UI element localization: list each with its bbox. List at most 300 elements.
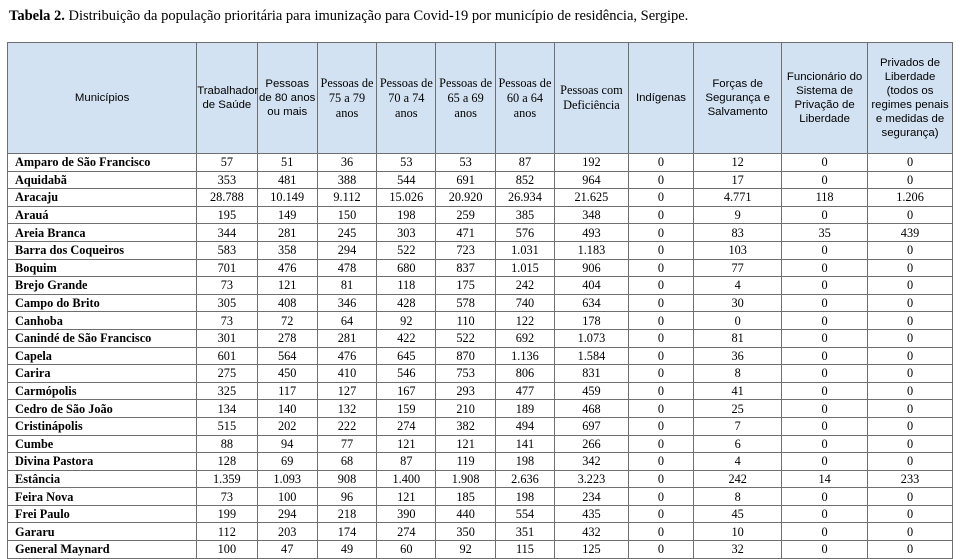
cell-70-74: 274 (377, 417, 436, 435)
cell-privados-liberdade: 0 (868, 435, 953, 453)
cell-privados-liberdade: 0 (868, 417, 953, 435)
cell-trabalhador-saude: 353 (197, 171, 257, 189)
cell-deficiencia: 831 (555, 365, 629, 383)
cell-trabalhador-saude: 73 (197, 312, 257, 330)
cell-80-mais: 10.149 (257, 189, 317, 207)
cell-80-mais: 72 (257, 312, 317, 330)
cell-privados-liberdade: 0 (868, 541, 953, 559)
table-row (8, 505, 953, 523)
table-row (8, 435, 953, 453)
cell-60-64: 189 (495, 400, 554, 418)
table-row (8, 453, 953, 471)
cell-privados-liberdade: 0 (868, 488, 953, 506)
cell-municipio: Campo do Brito (8, 294, 197, 312)
cell-60-64: 1.015 (495, 259, 554, 277)
cell-municipio: General Maynard (8, 541, 197, 559)
cell-privados-liberdade: 0 (868, 453, 953, 471)
cell-75-79: 68 (317, 453, 376, 471)
cell-privados-liberdade: 0 (868, 400, 953, 418)
cell-60-64: 242 (495, 277, 554, 295)
cell-75-79: 476 (317, 347, 376, 365)
cell-funcionario-privacao: 0 (782, 523, 868, 541)
table-row (8, 523, 953, 541)
table-row (8, 488, 953, 506)
cell-70-74: 390 (377, 505, 436, 523)
cell-indigenas: 0 (628, 382, 693, 400)
cell-funcionario-privacao: 0 (782, 417, 868, 435)
cell-funcionario-privacao: 0 (782, 400, 868, 418)
cell-70-74: 645 (377, 347, 436, 365)
cell-60-64: 576 (495, 224, 554, 242)
cell-trabalhador-saude: 100 (197, 541, 257, 559)
cell-forcas-seguranca: 10 (694, 523, 782, 541)
cell-municipio: Amparo de São Francisco (8, 154, 197, 172)
cell-funcionario-privacao: 0 (782, 241, 868, 259)
cell-80-mais: 476 (257, 259, 317, 277)
cell-indigenas: 0 (628, 435, 693, 453)
cell-75-79: 388 (317, 171, 376, 189)
header-privados-liberdade: Privados de Liberdade (todos os regimes penais e medidas de segurança) (868, 43, 953, 154)
cell-60-64: 87 (495, 154, 554, 172)
cell-60-64: 692 (495, 329, 554, 347)
cell-deficiencia: 1.584 (555, 347, 629, 365)
cell-privados-liberdade: 0 (868, 382, 953, 400)
cell-municipio: Divina Pastora (8, 453, 197, 471)
table-row (8, 312, 953, 330)
cell-trabalhador-saude: 195 (197, 206, 257, 224)
cell-forcas-seguranca: 25 (694, 400, 782, 418)
cell-60-64: 122 (495, 312, 554, 330)
cell-60-64: 852 (495, 171, 554, 189)
cell-municipio: Capela (8, 347, 197, 365)
cell-indigenas: 0 (628, 365, 693, 383)
cell-forcas-seguranca: 4.771 (694, 189, 782, 207)
cell-forcas-seguranca: 32 (694, 541, 782, 559)
cell-60-64: 198 (495, 453, 554, 471)
cell-forcas-seguranca: 41 (694, 382, 782, 400)
cell-trabalhador-saude: 601 (197, 347, 257, 365)
cell-privados-liberdade: 439 (868, 224, 953, 242)
table-row (8, 241, 953, 259)
cell-65-69: 110 (436, 312, 495, 330)
table-row (8, 400, 953, 418)
cell-trabalhador-saude: 583 (197, 241, 257, 259)
cell-trabalhador-saude: 73 (197, 488, 257, 506)
cell-deficiencia: 697 (555, 417, 629, 435)
cell-privados-liberdade: 0 (868, 171, 953, 189)
cell-80-mais: 202 (257, 417, 317, 435)
cell-75-79: 132 (317, 400, 376, 418)
cell-70-74: 680 (377, 259, 436, 277)
cell-funcionario-privacao: 0 (782, 541, 868, 559)
cell-forcas-seguranca: 4 (694, 277, 782, 295)
table-row (8, 206, 953, 224)
cell-deficiencia: 435 (555, 505, 629, 523)
cell-65-69: 691 (436, 171, 495, 189)
cell-70-74: 159 (377, 400, 436, 418)
cell-deficiencia: 21.625 (555, 189, 629, 207)
cell-funcionario-privacao: 0 (782, 505, 868, 523)
cell-trabalhador-saude: 301 (197, 329, 257, 347)
cell-70-74: 15.026 (377, 189, 436, 207)
cell-65-69: 522 (436, 329, 495, 347)
cell-80-mais: 47 (257, 541, 317, 559)
cell-80-mais: 358 (257, 241, 317, 259)
cell-municipio: Barra dos Coqueiros (8, 241, 197, 259)
cell-municipio: Carmópolis (8, 382, 197, 400)
cell-80-mais: 140 (257, 400, 317, 418)
cell-forcas-seguranca: 8 (694, 365, 782, 383)
cell-municipio: Boquim (8, 259, 197, 277)
cell-70-74: 121 (377, 488, 436, 506)
cell-indigenas: 0 (628, 347, 693, 365)
cell-75-79: 908 (317, 470, 376, 488)
cell-forcas-seguranca: 8 (694, 488, 782, 506)
cell-75-79: 174 (317, 523, 376, 541)
cell-privados-liberdade: 233 (868, 470, 953, 488)
cell-60-64: 1.136 (495, 347, 554, 365)
cell-indigenas: 0 (628, 277, 693, 295)
cell-funcionario-privacao: 0 (782, 382, 868, 400)
cell-65-69: 753 (436, 365, 495, 383)
cell-70-74: 1.400 (377, 470, 436, 488)
cell-deficiencia: 1.183 (555, 241, 629, 259)
cell-deficiencia: 964 (555, 171, 629, 189)
cell-municipio: Carira (8, 365, 197, 383)
cell-indigenas: 0 (628, 505, 693, 523)
cell-trabalhador-saude: 515 (197, 417, 257, 435)
cell-70-74: 198 (377, 206, 436, 224)
cell-65-69: 119 (436, 453, 495, 471)
cell-deficiencia: 342 (555, 453, 629, 471)
header-65-69: Pessoas de 65 a 69 anos (436, 43, 495, 154)
cell-forcas-seguranca: 17 (694, 171, 782, 189)
cell-60-64: 806 (495, 365, 554, 383)
cell-privados-liberdade: 0 (868, 154, 953, 172)
cell-65-69: 53 (436, 154, 495, 172)
cell-municipio: Areia Branca (8, 224, 197, 242)
cell-65-69: 293 (436, 382, 495, 400)
cell-60-64: 1.031 (495, 241, 554, 259)
cell-privados-liberdade: 0 (868, 241, 953, 259)
cell-65-69: 175 (436, 277, 495, 295)
cell-trabalhador-saude: 88 (197, 435, 257, 453)
cell-indigenas: 0 (628, 470, 693, 488)
cell-deficiencia: 1.073 (555, 329, 629, 347)
cell-indigenas: 0 (628, 206, 693, 224)
table-row (8, 224, 953, 242)
cell-65-69: 20.920 (436, 189, 495, 207)
cell-privados-liberdade: 1.206 (868, 189, 953, 207)
cell-deficiencia: 468 (555, 400, 629, 418)
cell-funcionario-privacao: 0 (782, 312, 868, 330)
cell-70-74: 53 (377, 154, 436, 172)
cell-municipio: Canhoba (8, 312, 197, 330)
cell-funcionario-privacao: 0 (782, 154, 868, 172)
cell-deficiencia: 266 (555, 435, 629, 453)
table-row (8, 541, 953, 559)
cell-funcionario-privacao: 0 (782, 329, 868, 347)
cell-65-69: 1.908 (436, 470, 495, 488)
cell-funcionario-privacao: 0 (782, 488, 868, 506)
cell-75-79: 49 (317, 541, 376, 559)
cell-75-79: 410 (317, 365, 376, 383)
cell-65-69: 350 (436, 523, 495, 541)
cell-trabalhador-saude: 344 (197, 224, 257, 242)
cell-80-mais: 294 (257, 505, 317, 523)
cell-forcas-seguranca: 9 (694, 206, 782, 224)
header-60-64: Pessoas de 60 a 64 anos (495, 43, 554, 154)
cell-forcas-seguranca: 242 (694, 470, 782, 488)
header-75-79: Pessoas de 75 a 79 anos (317, 43, 376, 154)
cell-75-79: 478 (317, 259, 376, 277)
cell-municipio: Cumbe (8, 435, 197, 453)
header-deficiencia: Pessoas com Deficiência (555, 43, 629, 154)
table-row (8, 259, 953, 277)
cell-forcas-seguranca: 81 (694, 329, 782, 347)
cell-indigenas: 0 (628, 541, 693, 559)
cell-70-74: 422 (377, 329, 436, 347)
cell-60-64: 554 (495, 505, 554, 523)
cell-deficiencia: 125 (555, 541, 629, 559)
cell-indigenas: 0 (628, 171, 693, 189)
cell-trabalhador-saude: 134 (197, 400, 257, 418)
cell-funcionario-privacao: 0 (782, 294, 868, 312)
header-indigenas: Indígenas (628, 43, 693, 154)
cell-municipio: Cedro de São João (8, 400, 197, 418)
cell-65-69: 578 (436, 294, 495, 312)
cell-70-74: 87 (377, 453, 436, 471)
cell-deficiencia: 404 (555, 277, 629, 295)
cell-funcionario-privacao: 0 (782, 171, 868, 189)
table-row (8, 277, 953, 295)
cell-75-79: 127 (317, 382, 376, 400)
cell-indigenas: 0 (628, 259, 693, 277)
population-table (7, 42, 953, 559)
cell-75-79: 64 (317, 312, 376, 330)
header-municipios: Municípios (8, 43, 197, 154)
cell-60-64: 477 (495, 382, 554, 400)
cell-privados-liberdade: 0 (868, 294, 953, 312)
cell-65-69: 185 (436, 488, 495, 506)
cell-deficiencia: 192 (555, 154, 629, 172)
cell-70-74: 118 (377, 277, 436, 295)
cell-80-mais: 408 (257, 294, 317, 312)
cell-indigenas: 0 (628, 224, 693, 242)
table-row (8, 365, 953, 383)
cell-80-mais: 203 (257, 523, 317, 541)
cell-80-mais: 51 (257, 154, 317, 172)
cell-indigenas: 0 (628, 294, 693, 312)
cell-privados-liberdade: 0 (868, 206, 953, 224)
cell-deficiencia: 906 (555, 259, 629, 277)
cell-privados-liberdade: 0 (868, 259, 953, 277)
cell-funcionario-privacao: 0 (782, 206, 868, 224)
cell-80-mais: 281 (257, 224, 317, 242)
cell-60-64: 198 (495, 488, 554, 506)
cell-forcas-seguranca: 12 (694, 154, 782, 172)
table-row (8, 347, 953, 365)
cell-80-mais: 1.093 (257, 470, 317, 488)
cell-60-64: 2.636 (495, 470, 554, 488)
table-row (8, 294, 953, 312)
table-row (8, 154, 953, 172)
cell-funcionario-privacao: 35 (782, 224, 868, 242)
cell-70-74: 167 (377, 382, 436, 400)
cell-80-mais: 278 (257, 329, 317, 347)
cell-60-64: 351 (495, 523, 554, 541)
cell-70-74: 303 (377, 224, 436, 242)
cell-80-mais: 481 (257, 171, 317, 189)
cell-65-69: 440 (436, 505, 495, 523)
cell-80-mais: 69 (257, 453, 317, 471)
cell-municipio: Estância (8, 470, 197, 488)
cell-80-mais: 564 (257, 347, 317, 365)
cell-65-69: 259 (436, 206, 495, 224)
cell-trabalhador-saude: 112 (197, 523, 257, 541)
table-row (8, 417, 953, 435)
table-row (8, 171, 953, 189)
cell-75-79: 36 (317, 154, 376, 172)
header-70-74: Pessoas de 70 a 74 anos (377, 43, 436, 154)
cell-forcas-seguranca: 0 (694, 312, 782, 330)
cell-forcas-seguranca: 36 (694, 347, 782, 365)
cell-trabalhador-saude: 199 (197, 505, 257, 523)
cell-privados-liberdade: 0 (868, 505, 953, 523)
cell-deficiencia: 432 (555, 523, 629, 541)
cell-80-mais: 149 (257, 206, 317, 224)
cell-70-74: 546 (377, 365, 436, 383)
cell-indigenas: 0 (628, 417, 693, 435)
cell-funcionario-privacao: 0 (782, 435, 868, 453)
table-body (8, 154, 953, 559)
cell-70-74: 274 (377, 523, 436, 541)
cell-municipio: Arauá (8, 206, 197, 224)
caption-text: Distribuição da população prioritária para imunização para Covid-19 por município de residência, Sergipe. (64, 8, 689, 24)
cell-75-79: 96 (317, 488, 376, 506)
cell-funcionario-privacao: 0 (782, 453, 868, 471)
cell-75-79: 81 (317, 277, 376, 295)
cell-75-79: 281 (317, 329, 376, 347)
cell-indigenas: 0 (628, 400, 693, 418)
cell-60-64: 26.934 (495, 189, 554, 207)
cell-forcas-seguranca: 45 (694, 505, 782, 523)
cell-75-79: 222 (317, 417, 376, 435)
cell-funcionario-privacao: 0 (782, 259, 868, 277)
cell-75-79: 218 (317, 505, 376, 523)
cell-70-74: 121 (377, 435, 436, 453)
cell-deficiencia: 634 (555, 294, 629, 312)
cell-60-64: 740 (495, 294, 554, 312)
cell-60-64: 115 (495, 541, 554, 559)
cell-municipio: Cristinápolis (8, 417, 197, 435)
cell-60-64: 494 (495, 417, 554, 435)
cell-70-74: 428 (377, 294, 436, 312)
cell-indigenas: 0 (628, 241, 693, 259)
cell-trabalhador-saude: 57 (197, 154, 257, 172)
cell-municipio: Aquidabã (8, 171, 197, 189)
cell-deficiencia: 3.223 (555, 470, 629, 488)
cell-75-79: 9.112 (317, 189, 376, 207)
cell-65-69: 210 (436, 400, 495, 418)
cell-municipio: Feira Nova (8, 488, 197, 506)
header-funcionario-privacao: Funcionário do Sistema de Privação de Liberdade (782, 43, 868, 154)
cell-forcas-seguranca: 83 (694, 224, 782, 242)
cell-deficiencia: 178 (555, 312, 629, 330)
cell-privados-liberdade: 0 (868, 523, 953, 541)
cell-indigenas: 0 (628, 523, 693, 541)
table-row (8, 382, 953, 400)
cell-funcionario-privacao: 0 (782, 277, 868, 295)
cell-70-74: 544 (377, 171, 436, 189)
cell-municipio: Frei Paulo (8, 505, 197, 523)
cell-75-79: 150 (317, 206, 376, 224)
cell-65-69: 92 (436, 541, 495, 559)
cell-80-mais: 121 (257, 277, 317, 295)
cell-privados-liberdade: 0 (868, 329, 953, 347)
cell-funcionario-privacao: 14 (782, 470, 868, 488)
table-row (8, 329, 953, 347)
cell-municipio: Aracaju (8, 189, 197, 207)
cell-75-79: 245 (317, 224, 376, 242)
cell-trabalhador-saude: 1.359 (197, 470, 257, 488)
cell-60-64: 141 (495, 435, 554, 453)
cell-trabalhador-saude: 128 (197, 453, 257, 471)
cell-indigenas: 0 (628, 154, 693, 172)
table-row (8, 470, 953, 488)
cell-forcas-seguranca: 77 (694, 259, 782, 277)
cell-deficiencia: 493 (555, 224, 629, 242)
cell-trabalhador-saude: 73 (197, 277, 257, 295)
header-trabalhador-saude: Trabalhador de Saúde (197, 43, 257, 154)
cell-80-mais: 94 (257, 435, 317, 453)
cell-80-mais: 100 (257, 488, 317, 506)
cell-80-mais: 450 (257, 365, 317, 383)
cell-65-69: 870 (436, 347, 495, 365)
cell-trabalhador-saude: 701 (197, 259, 257, 277)
cell-indigenas: 0 (628, 189, 693, 207)
cell-70-74: 522 (377, 241, 436, 259)
cell-65-69: 723 (436, 241, 495, 259)
cell-privados-liberdade: 0 (868, 347, 953, 365)
table-caption (9, 6, 688, 26)
cell-forcas-seguranca: 103 (694, 241, 782, 259)
cell-deficiencia: 234 (555, 488, 629, 506)
cell-65-69: 471 (436, 224, 495, 242)
cell-trabalhador-saude: 275 (197, 365, 257, 383)
cell-forcas-seguranca: 4 (694, 453, 782, 471)
table-row (8, 189, 953, 207)
caption-label: Tabela 2. (9, 8, 65, 24)
cell-65-69: 121 (436, 435, 495, 453)
cell-funcionario-privacao: 118 (782, 189, 868, 207)
cell-municipio: Gararu (8, 523, 197, 541)
cell-indigenas: 0 (628, 312, 693, 330)
cell-indigenas: 0 (628, 329, 693, 347)
cell-75-79: 294 (317, 241, 376, 259)
cell-forcas-seguranca: 6 (694, 435, 782, 453)
cell-forcas-seguranca: 7 (694, 417, 782, 435)
cell-deficiencia: 459 (555, 382, 629, 400)
cell-70-74: 92 (377, 312, 436, 330)
cell-75-79: 77 (317, 435, 376, 453)
cell-privados-liberdade: 0 (868, 277, 953, 295)
cell-funcionario-privacao: 0 (782, 365, 868, 383)
cell-70-74: 60 (377, 541, 436, 559)
cell-trabalhador-saude: 28.788 (197, 189, 257, 207)
header-80-mais: Pessoas de 80 anos ou mais (257, 43, 317, 154)
cell-65-69: 382 (436, 417, 495, 435)
